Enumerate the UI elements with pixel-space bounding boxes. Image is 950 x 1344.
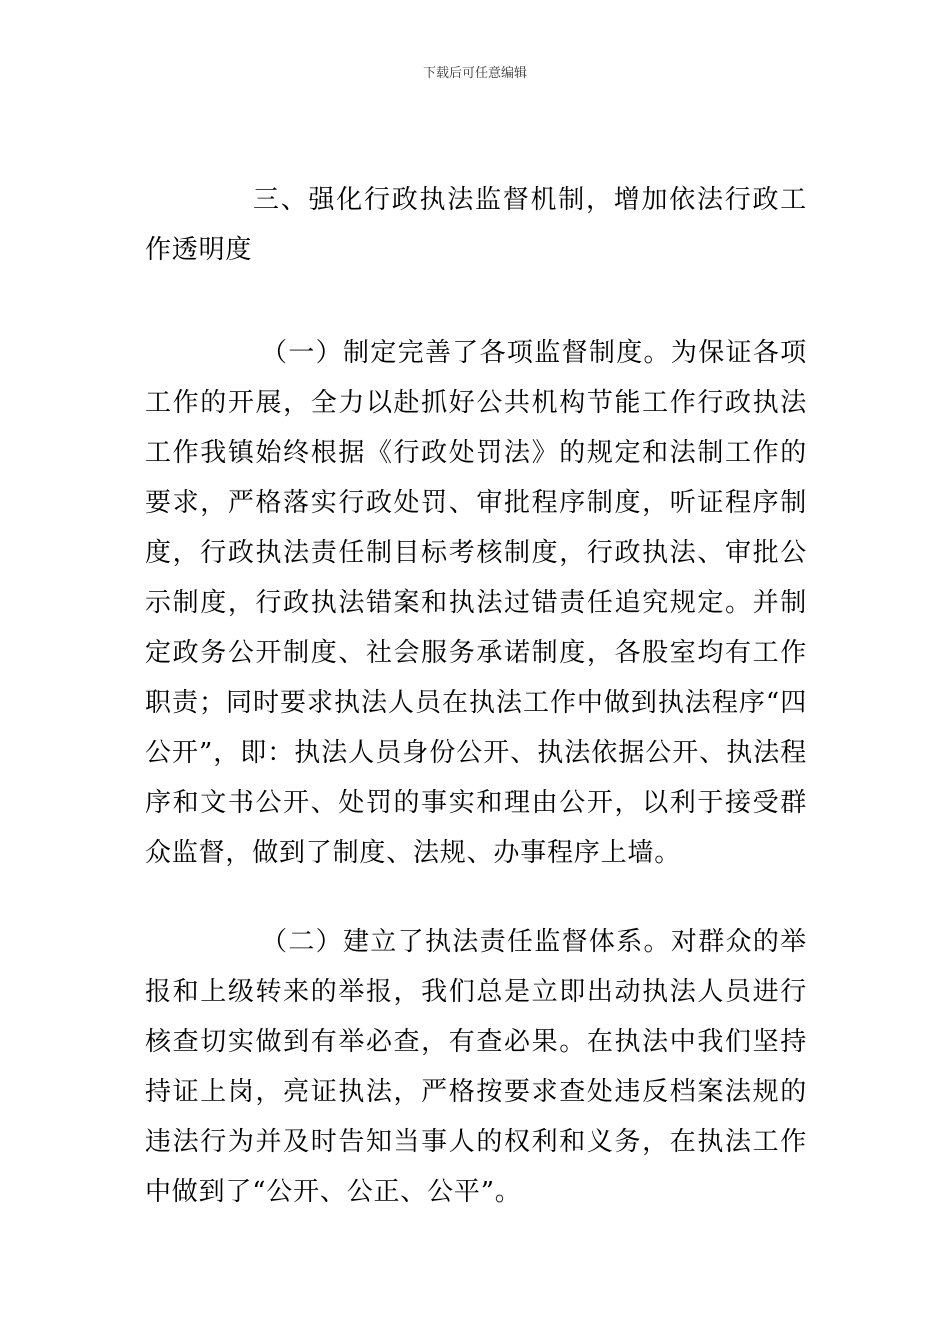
paragraph-responsibility-system: （二）建立了执法责任监督体系。对群众的举报和上级转来的举报，我们总是立即出动执法人员进行核查切实做到有举必查，有查必果。在执法中我们坚持持证上岗，亮证执法，严格按要求查处违反档案法规的违法行为并及时告知当事人的权利和义务，在执法工作中做到了“公开、公正、公平”。 (145, 927, 807, 1207)
paragraph-supervision-system: （一）制定完善了各项监督制度。为保证各项工作的开展，全力以赴抓好公共机构节能工作行政执法工作我镇始终根据《行政处罚法》的规定和法制工作的要求，严格落实行政处罚、审批程序制度，听证程序制度，行政执法责任制目标考核制度，行政执法、审批公示制度，行政执法错案和执法过错责任追究规定。并制定政务公开制度、社会服务承诺制度，各股室均有工作职责；同时要求执法人员在执法工作中做到执法程序“四公开”，即：执法人员身份公开、执法依据公开、执法程序和文书公开、处罚的事实和理由公开，以利于接受群众监督，做到了制度、法规、办事程序上墙。 (145, 338, 807, 868)
section-heading: 三、强化行政执法监督机制，增加依法行政工作透明度 (145, 185, 807, 265)
header-note: 下载后可任意编辑 (422, 66, 527, 81)
